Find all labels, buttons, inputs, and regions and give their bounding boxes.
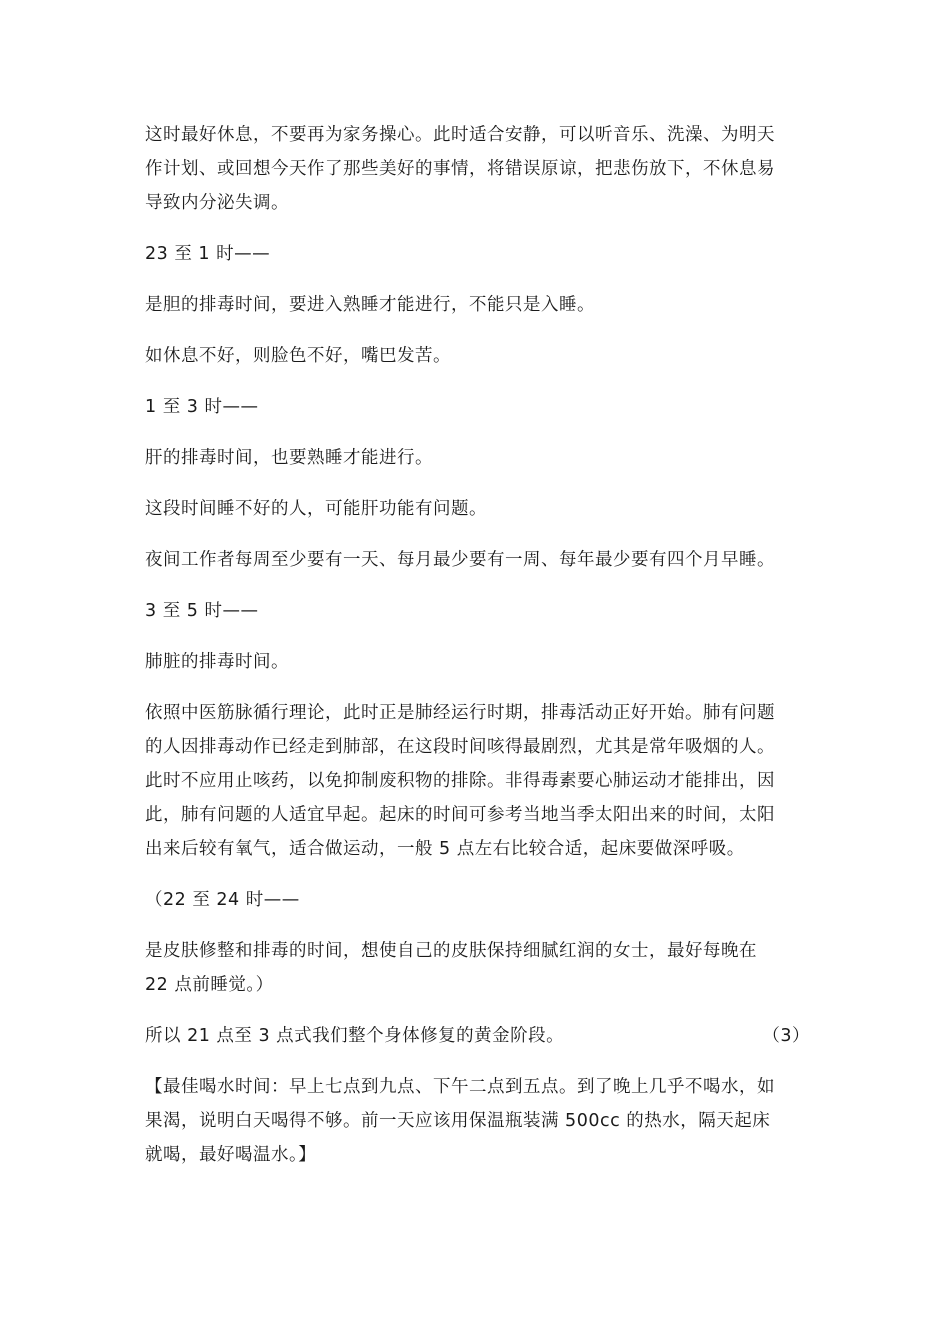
text-line: 导致内分泌失调。 [145, 193, 289, 213]
text-line: 依照中医筋脉循行理论，此时正是肺经运行时期，排毒活动正好开始。肺有问题 [145, 703, 775, 723]
paragraph-gallbladder-symptom: 如休息不好，则脸色不好，嘴巴发苦。 [145, 346, 451, 366]
paragraph-summary [145, 1019, 810, 1053]
paragraph-lung-detox: 肺脏的排毒时间。 [145, 652, 289, 672]
paragraph-water-advice [145, 1070, 810, 1172]
text-line: 【最佳喝水时间：早上七点到九点、下午二点到五点。到了晚上几乎不喝水，如 [145, 1077, 775, 1097]
paragraph-liver-problem: 这段时间睡不好的人，可能肝功能有问题。 [145, 499, 487, 519]
text-line: 果渴，说明白天喝得不够。前一天应该用保温瓶装满 500cc 的热水，隔天起床 [145, 1111, 771, 1131]
paragraph-gallbladder-detox: 是胆的排毒时间，要进入熟睡才能进行，不能只是入睡。 [145, 295, 595, 315]
paragraph-skin-detox [145, 934, 810, 1002]
text-line: 这时最好休息，不要再为家务操心。此时适合安静，可以听音乐、洗澡、为明天 [145, 125, 775, 145]
document-body [145, 118, 810, 1189]
heading-22-to-24: （22 至 24 时—— [145, 890, 300, 910]
summary-number: （3） [762, 1026, 810, 1046]
text-line: 此时不应用止咳药，以免抑制废积物的排除。非得毒素要心肺运动才能排出，因 [145, 771, 775, 791]
heading-23-to-1: 23 至 1 时—— [145, 244, 271, 264]
paragraph-night-worker: 夜间工作者每周至少要有一天、每月最少要有一周、每年最少要有四个月早睡。 [145, 550, 775, 570]
text-line: 作计划、或回想今天作了那些美好的事情，将错误原谅，把悲伤放下，不休息易 [145, 159, 775, 179]
text-line: 的人因排毒动作已经走到肺部，在这段时间咳得最剧烈，尤其是常年吸烟的人。 [145, 737, 775, 757]
text-line: 就喝，最好喝温水。】 [145, 1145, 317, 1165]
heading-1-to-3: 1 至 3 时—— [145, 397, 259, 417]
paragraph-liver-detox: 肝的排毒时间，也要熟睡才能进行。 [145, 448, 433, 468]
text-line: 22 点前睡觉。） [145, 975, 274, 995]
text-line: 是皮肤修整和排毒的时间，想使自己的皮肤保持细腻红润的女士，最好每晚在 [145, 941, 757, 961]
text-line: 出来后较有氧气，适合做运动，一般 5 点左右比较合适，起床要做深呼吸。 [145, 839, 745, 859]
paragraph-rest-advice [145, 118, 810, 220]
text-line: 此，肺有问题的人适宜早起。起床的时间可参考当地当季太阳出来的时间，太阳 [145, 805, 775, 825]
paragraph-lung-theory [145, 696, 810, 866]
heading-3-to-5: 3 至 5 时—— [145, 601, 259, 621]
summary-text: 所以 21 点至 3 点式我们整个身体修复的黄金阶段。 [145, 1026, 565, 1046]
